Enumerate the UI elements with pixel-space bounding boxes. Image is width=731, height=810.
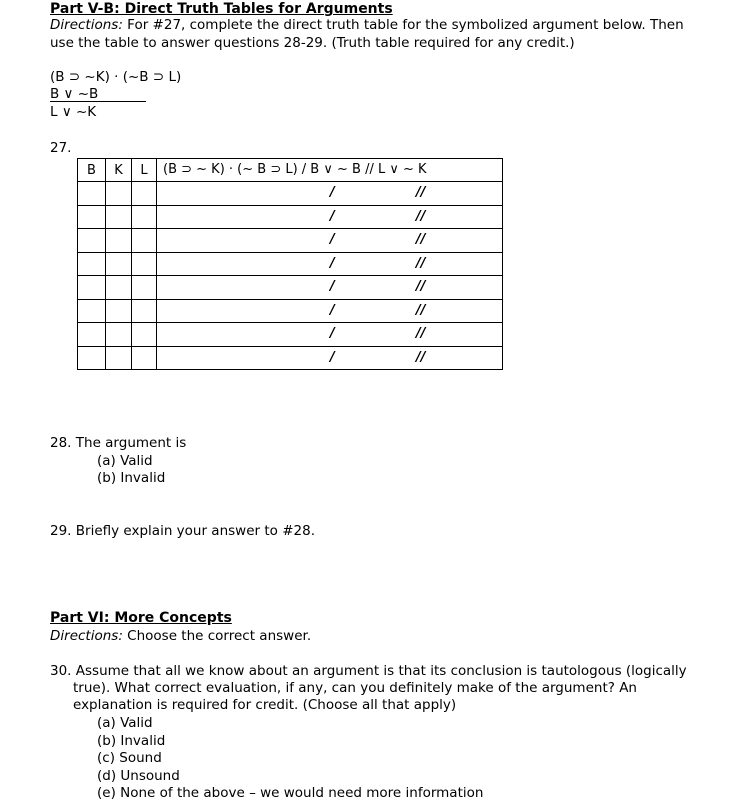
q30-option-b[interactable]: (b) Invalid xyxy=(97,733,166,749)
header-k: K xyxy=(106,159,132,182)
q28-option-b[interactable]: (b) Invalid xyxy=(97,470,166,486)
table-row xyxy=(78,182,503,206)
slash-mark: / xyxy=(330,302,335,318)
slash-mark: / xyxy=(330,185,335,200)
double-slash-mark: // xyxy=(416,255,426,271)
q30-option-a[interactable]: (a) Valid xyxy=(97,715,153,731)
part5-heading: Part V-B: Direct Truth Tables for Arguments xyxy=(50,1,393,17)
header-l: L xyxy=(132,159,157,182)
double-slash-mark: // xyxy=(416,232,426,247)
slash-mark: / xyxy=(330,232,335,247)
part6-directions-text: Choose the correct answer. xyxy=(122,628,312,644)
slash-mark: / xyxy=(330,255,335,271)
q28-question: 28. The argument is xyxy=(50,435,187,451)
double-slash-mark: // xyxy=(416,279,426,294)
part5-directions-text: For #27, complete the direct truth table for the symbolized argument below. Then xyxy=(122,17,684,33)
part6-directions-label: Directions: xyxy=(50,628,123,644)
q30-option-c[interactable]: (c) Sound xyxy=(97,750,162,766)
conclusion: L ∨ ~K xyxy=(50,104,97,120)
q30-line1: 30. Assume that all we know about an argument is that its conclusion is tautologous (logically xyxy=(50,663,687,679)
double-slash-mark: // xyxy=(416,349,426,365)
truth-table xyxy=(77,158,503,370)
part5-directions-line1 xyxy=(50,17,684,34)
part6-directions xyxy=(50,628,311,645)
table-row xyxy=(78,299,503,323)
table-row xyxy=(78,252,503,276)
q28-option-a[interactable]: (a) Valid xyxy=(97,453,153,469)
q30-option-d[interactable]: (d) Unsound xyxy=(97,768,180,784)
table-row xyxy=(78,229,503,253)
double-slash-mark: // xyxy=(416,302,426,318)
table-row xyxy=(78,205,503,229)
q30-line3: explanation is required for credit. (Choose all that apply) xyxy=(73,697,457,713)
header-b: B xyxy=(78,159,106,182)
header-formula: (B ⊃ ~ K) · (~ B ⊃ L) / B ∨ ~ B // L ∨ ~ K xyxy=(163,162,427,177)
header-formula-cell xyxy=(157,159,503,182)
q29-question: 29. Briefly explain your answer to #28. xyxy=(50,523,315,539)
double-slash-mark: // xyxy=(416,326,426,341)
truth-table-header-row xyxy=(78,159,503,182)
double-slash-mark: // xyxy=(416,185,426,200)
slash-mark: / xyxy=(330,208,335,224)
double-slash-mark: // xyxy=(416,208,426,224)
q30-line2: true). What correct evaluation, if any, can you definitely make of the argument? An xyxy=(73,680,637,696)
table-row xyxy=(78,323,503,347)
slash-mark: / xyxy=(330,326,335,341)
q27-number: 27. xyxy=(50,140,72,156)
table-row xyxy=(78,346,503,370)
table-row xyxy=(78,276,503,300)
q30-option-e[interactable]: (e) None of the above – we would need more information xyxy=(97,785,484,801)
premise-1: (B ⊃ ~K) · (~B ⊃ L) xyxy=(50,69,182,85)
argument-underline xyxy=(50,101,146,102)
part5-directions-line2: use the table to answer questions 28-29. (Truth table required for any credit.) xyxy=(50,35,575,51)
part5-directions-label: Directions: xyxy=(50,17,123,33)
part6-heading: Part VI: More Concepts xyxy=(50,610,232,626)
slash-mark: / xyxy=(330,349,335,365)
slash-mark: / xyxy=(330,279,335,294)
premise-2: B ∨ ~B xyxy=(50,86,99,102)
